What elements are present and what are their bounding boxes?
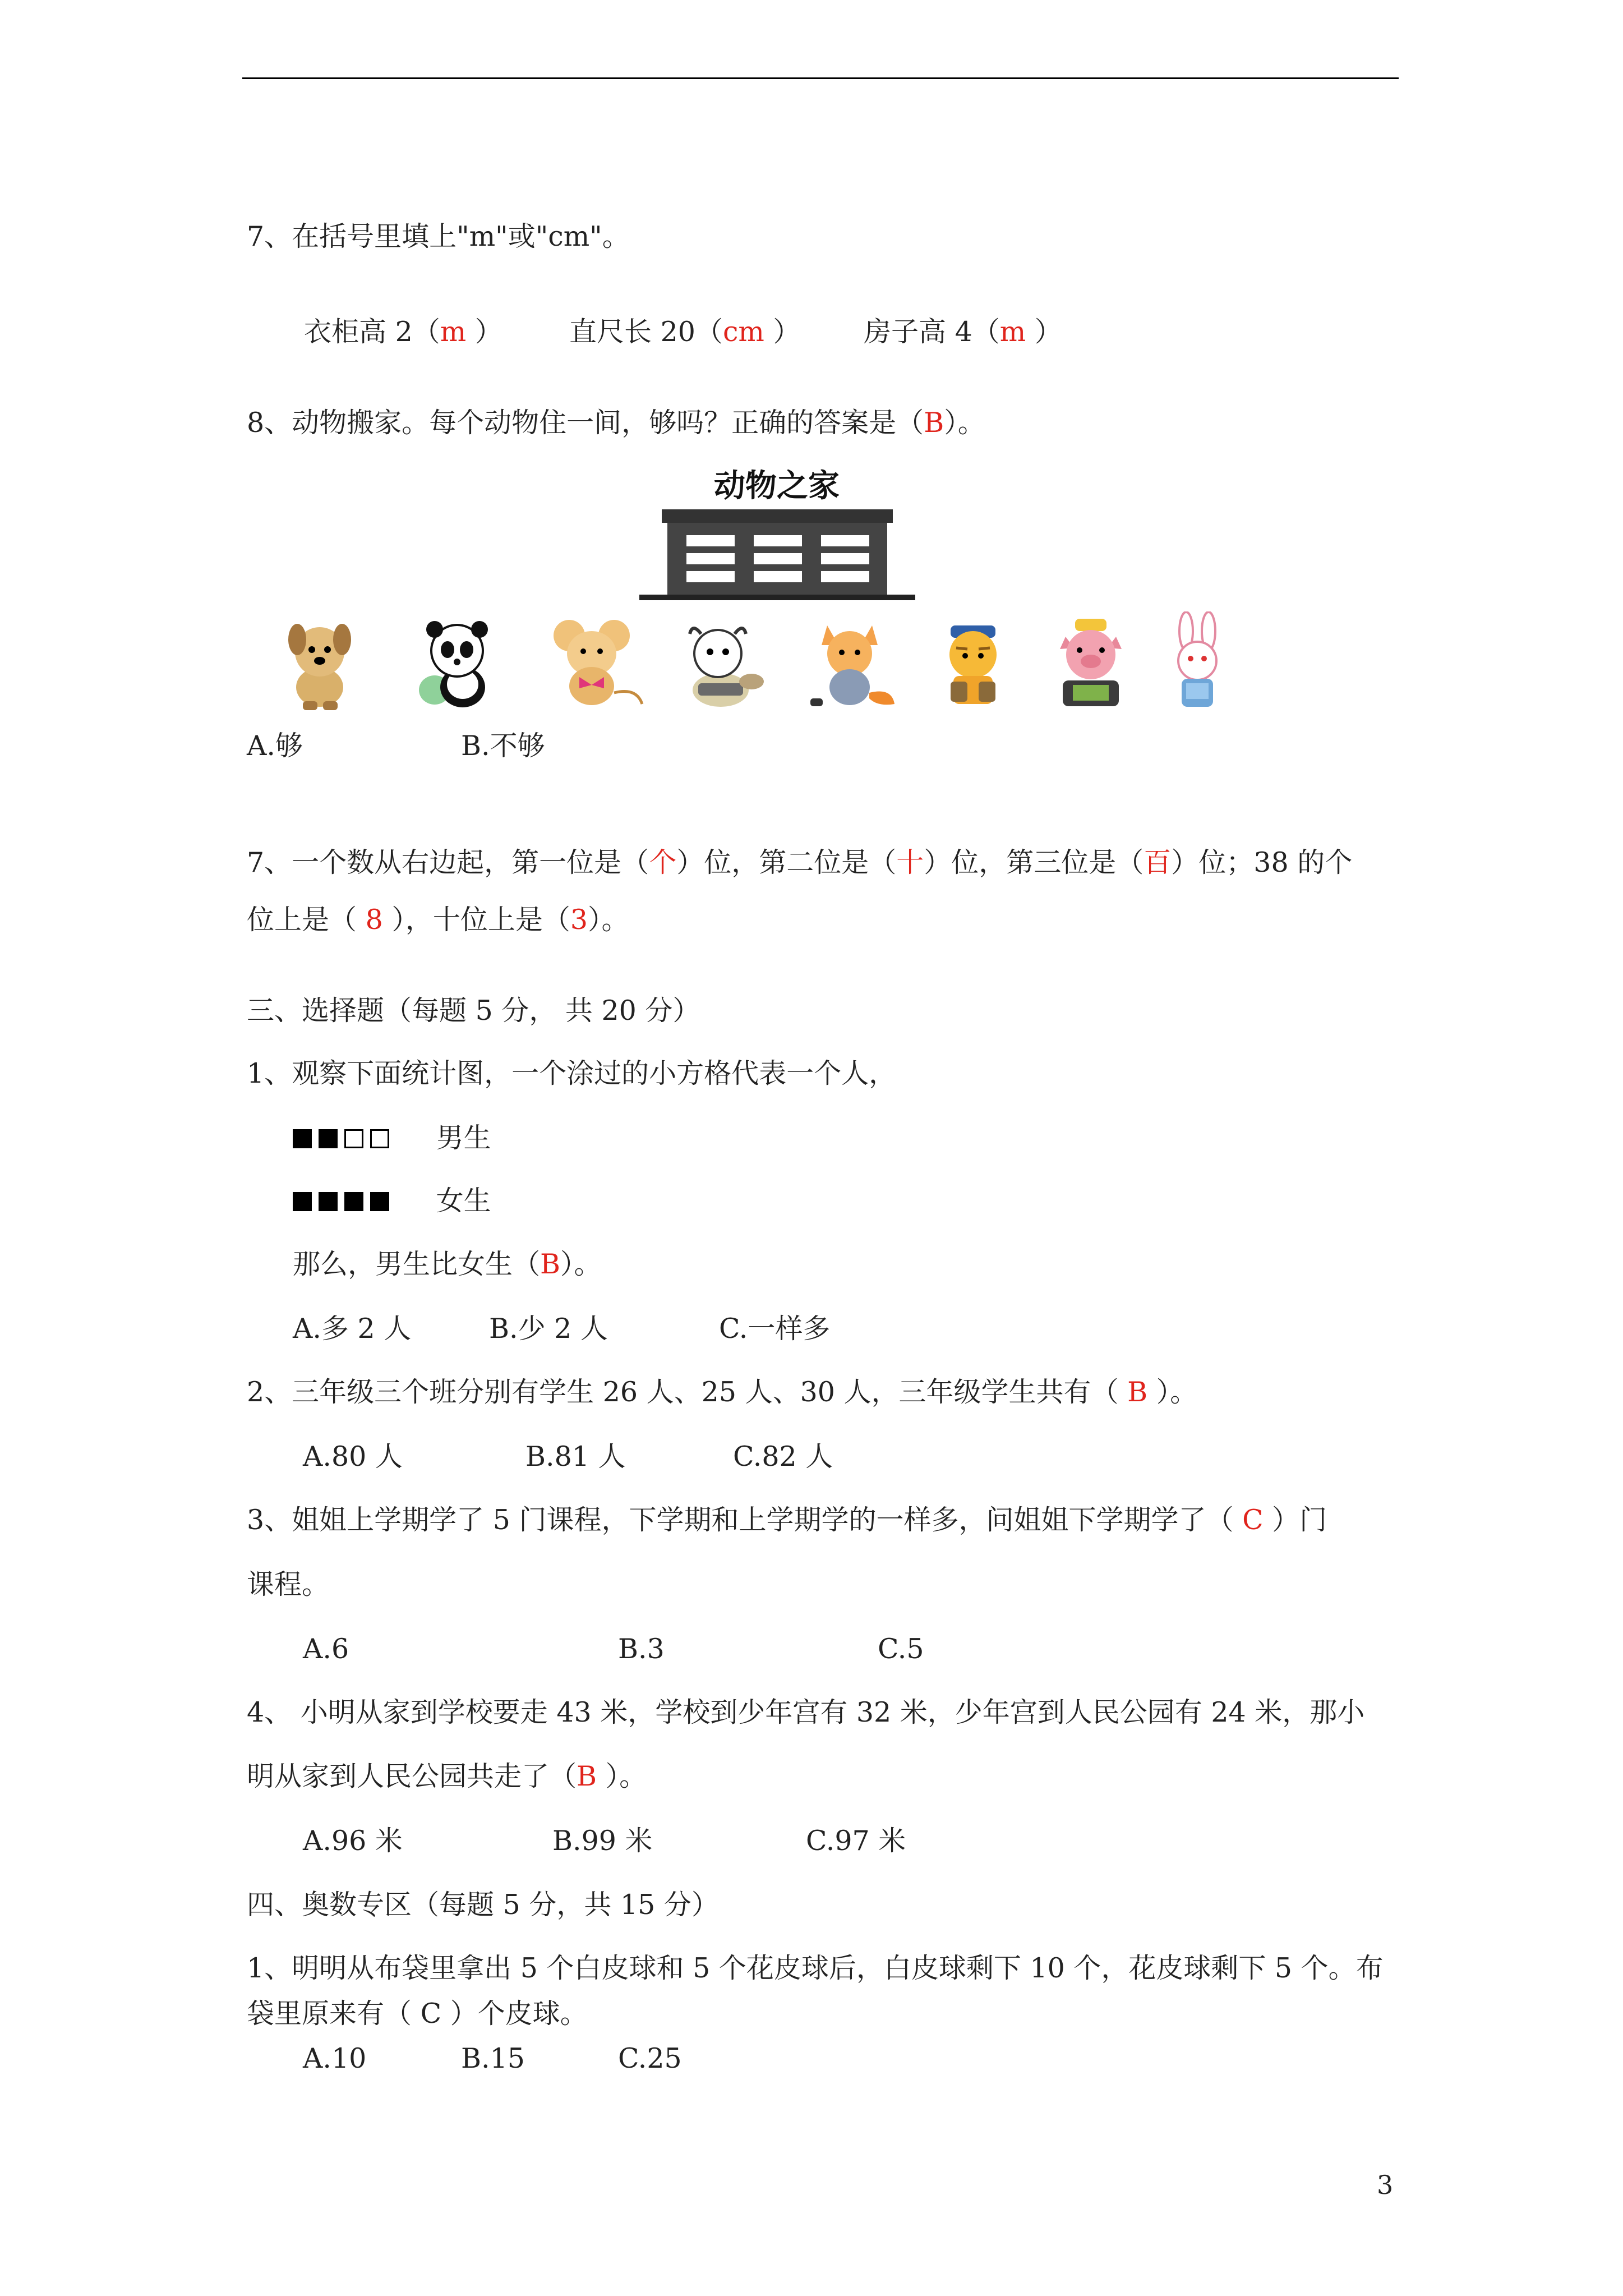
s3-q3-opt-c: C.5 [878,1633,924,1665]
filled-square [370,1192,389,1211]
q8-option-a: A.够 [247,730,303,762]
s4-q1-opt-c: C.25 [618,2042,682,2074]
q7b-answer-3: 百 [1144,846,1172,878]
q8-answer: B [924,407,944,439]
page-number: 3 [1377,2170,1394,2200]
section-4-heading: 四、奥数专区（每题 5 分，共 15 分） [247,1889,719,1921]
girls-squares [293,1185,396,1217]
s3-q3-answer: C [1242,1504,1264,1536]
s3-q4-opt-c: C.97 米 [806,1825,906,1857]
s3-q1-opt-a: A.多 2 人 [293,1313,412,1345]
s3-q3-opt-a: A.6 [303,1633,349,1665]
q7b-line-2: 位上是（ 8 ），十位上是（3）。 [247,904,629,936]
filled-square [319,1192,338,1211]
s4-q1-text: 1、明明从布袋里拿出 5 个白皮球和 5 个花皮球后，白皮球剩下 10 个，花皮球剩下 5 个。布 [247,1952,1384,1984]
s3-q2-opt-c: C.82 人 [733,1441,833,1473]
header-rule [242,77,1399,79]
q7b-answer-1: 个 [649,846,677,878]
q7b-answer-4: 8 [365,904,383,936]
s3-q4-text-2: 明从家到人民公园共走了（B ）。 [247,1760,647,1792]
s3-q1-opt-c: C.一样多 [719,1313,831,1345]
s4-q1-opt-a: A.10 [303,2042,367,2074]
s3-q2-opt-a: A.80 人 [303,1441,403,1473]
mouse-icon [536,614,648,712]
q7a-item-1: 衣柜高 2（m ） [304,316,502,348]
q7b-answer-5: 3 [570,904,588,936]
s3-q3-text-2: 课程。 [247,1568,330,1600]
filled-square [293,1192,312,1211]
s3-q3-text: 3、姐姐上学期学了 5 门课程，下学期和上学期学的一样多，问姐姐下学期学了（ C ）门 [247,1504,1327,1536]
s3-q4-text: 4、 小明从家到学校要走 43 米，学校到少年宫有 32 米，少年宫到人民公园有 24 米，那小 [247,1696,1365,1728]
empty-square [370,1129,389,1148]
cat-icon [923,614,1023,715]
boys-label: 男生 [436,1122,491,1154]
s3-q4-opt-a: A.96 米 [303,1825,403,1857]
house-title: 动物之家 [714,468,840,504]
pig-icon [1040,614,1141,715]
q8-option-b: B.不够 [461,730,545,762]
s3-q2-opt-b: B.81 人 [525,1441,626,1473]
girls-label: 女生 [436,1185,491,1217]
s3-q2-answer: B [1127,1376,1148,1408]
s3-q3-opt-b: B.3 [618,1633,665,1665]
section-3-heading: 三、选择题（每题 5 分， 共 20 分） [247,995,700,1027]
boys-row [293,1121,491,1155]
q7b-line-1: 7、一个数从右边起，第一位是（个）位，第二位是（十）位，第三位是（百）位；38 的个 [247,846,1353,878]
filled-square [293,1129,312,1148]
s3-q1-ask: 那么，男生比女生（B）。 [293,1248,602,1280]
empty-square [344,1129,363,1148]
panda-icon [404,617,505,712]
q7a-answer-3: m [999,316,1026,348]
filled-square [319,1129,338,1148]
rabbit-icon [1155,611,1239,715]
q7b-answer-2: 十 [896,846,924,878]
goat-icon [667,617,774,712]
q7a-title: 7、在括号里填上"m"或"cm"。 [247,220,630,252]
s4-q1-text-2: 袋里原来有（ C ）个皮球。 [247,1998,588,2030]
q7a-answer-2: cm [722,316,764,348]
dog-icon [269,617,370,712]
filled-square [344,1192,363,1211]
q7a-answer-1: m [440,316,467,348]
s3-q1-answer: B [540,1248,561,1280]
s3-q4-answer: B [577,1760,597,1792]
boys-squares [293,1122,396,1154]
s4-q1-opt-b: B.15 [461,2042,525,2074]
q8-question: 8、动物搬家。每个动物住一间，够吗？正确的答案是（B）。 [247,407,985,439]
s3-q4-opt-b: B.99 米 [552,1825,653,1857]
animal-house-illustration [639,460,965,611]
q7a-item-3: 房子高 4（m ） [864,316,1062,348]
s3-q1-opt-b: B.少 2 人 [489,1313,608,1345]
fox-icon [799,614,900,712]
s3-q2-text: 2、三年级三个班分别有学生 26 人、25 人、30 人，三年级学生共有（ B ）。 [247,1376,1198,1408]
s3-q1-text: 1、观察下面统计图，一个涂过的小方格代表一个人， [247,1057,897,1089]
q7a-item-2: 直尺长 20（cm ） [569,316,801,348]
girls-row [293,1184,491,1218]
